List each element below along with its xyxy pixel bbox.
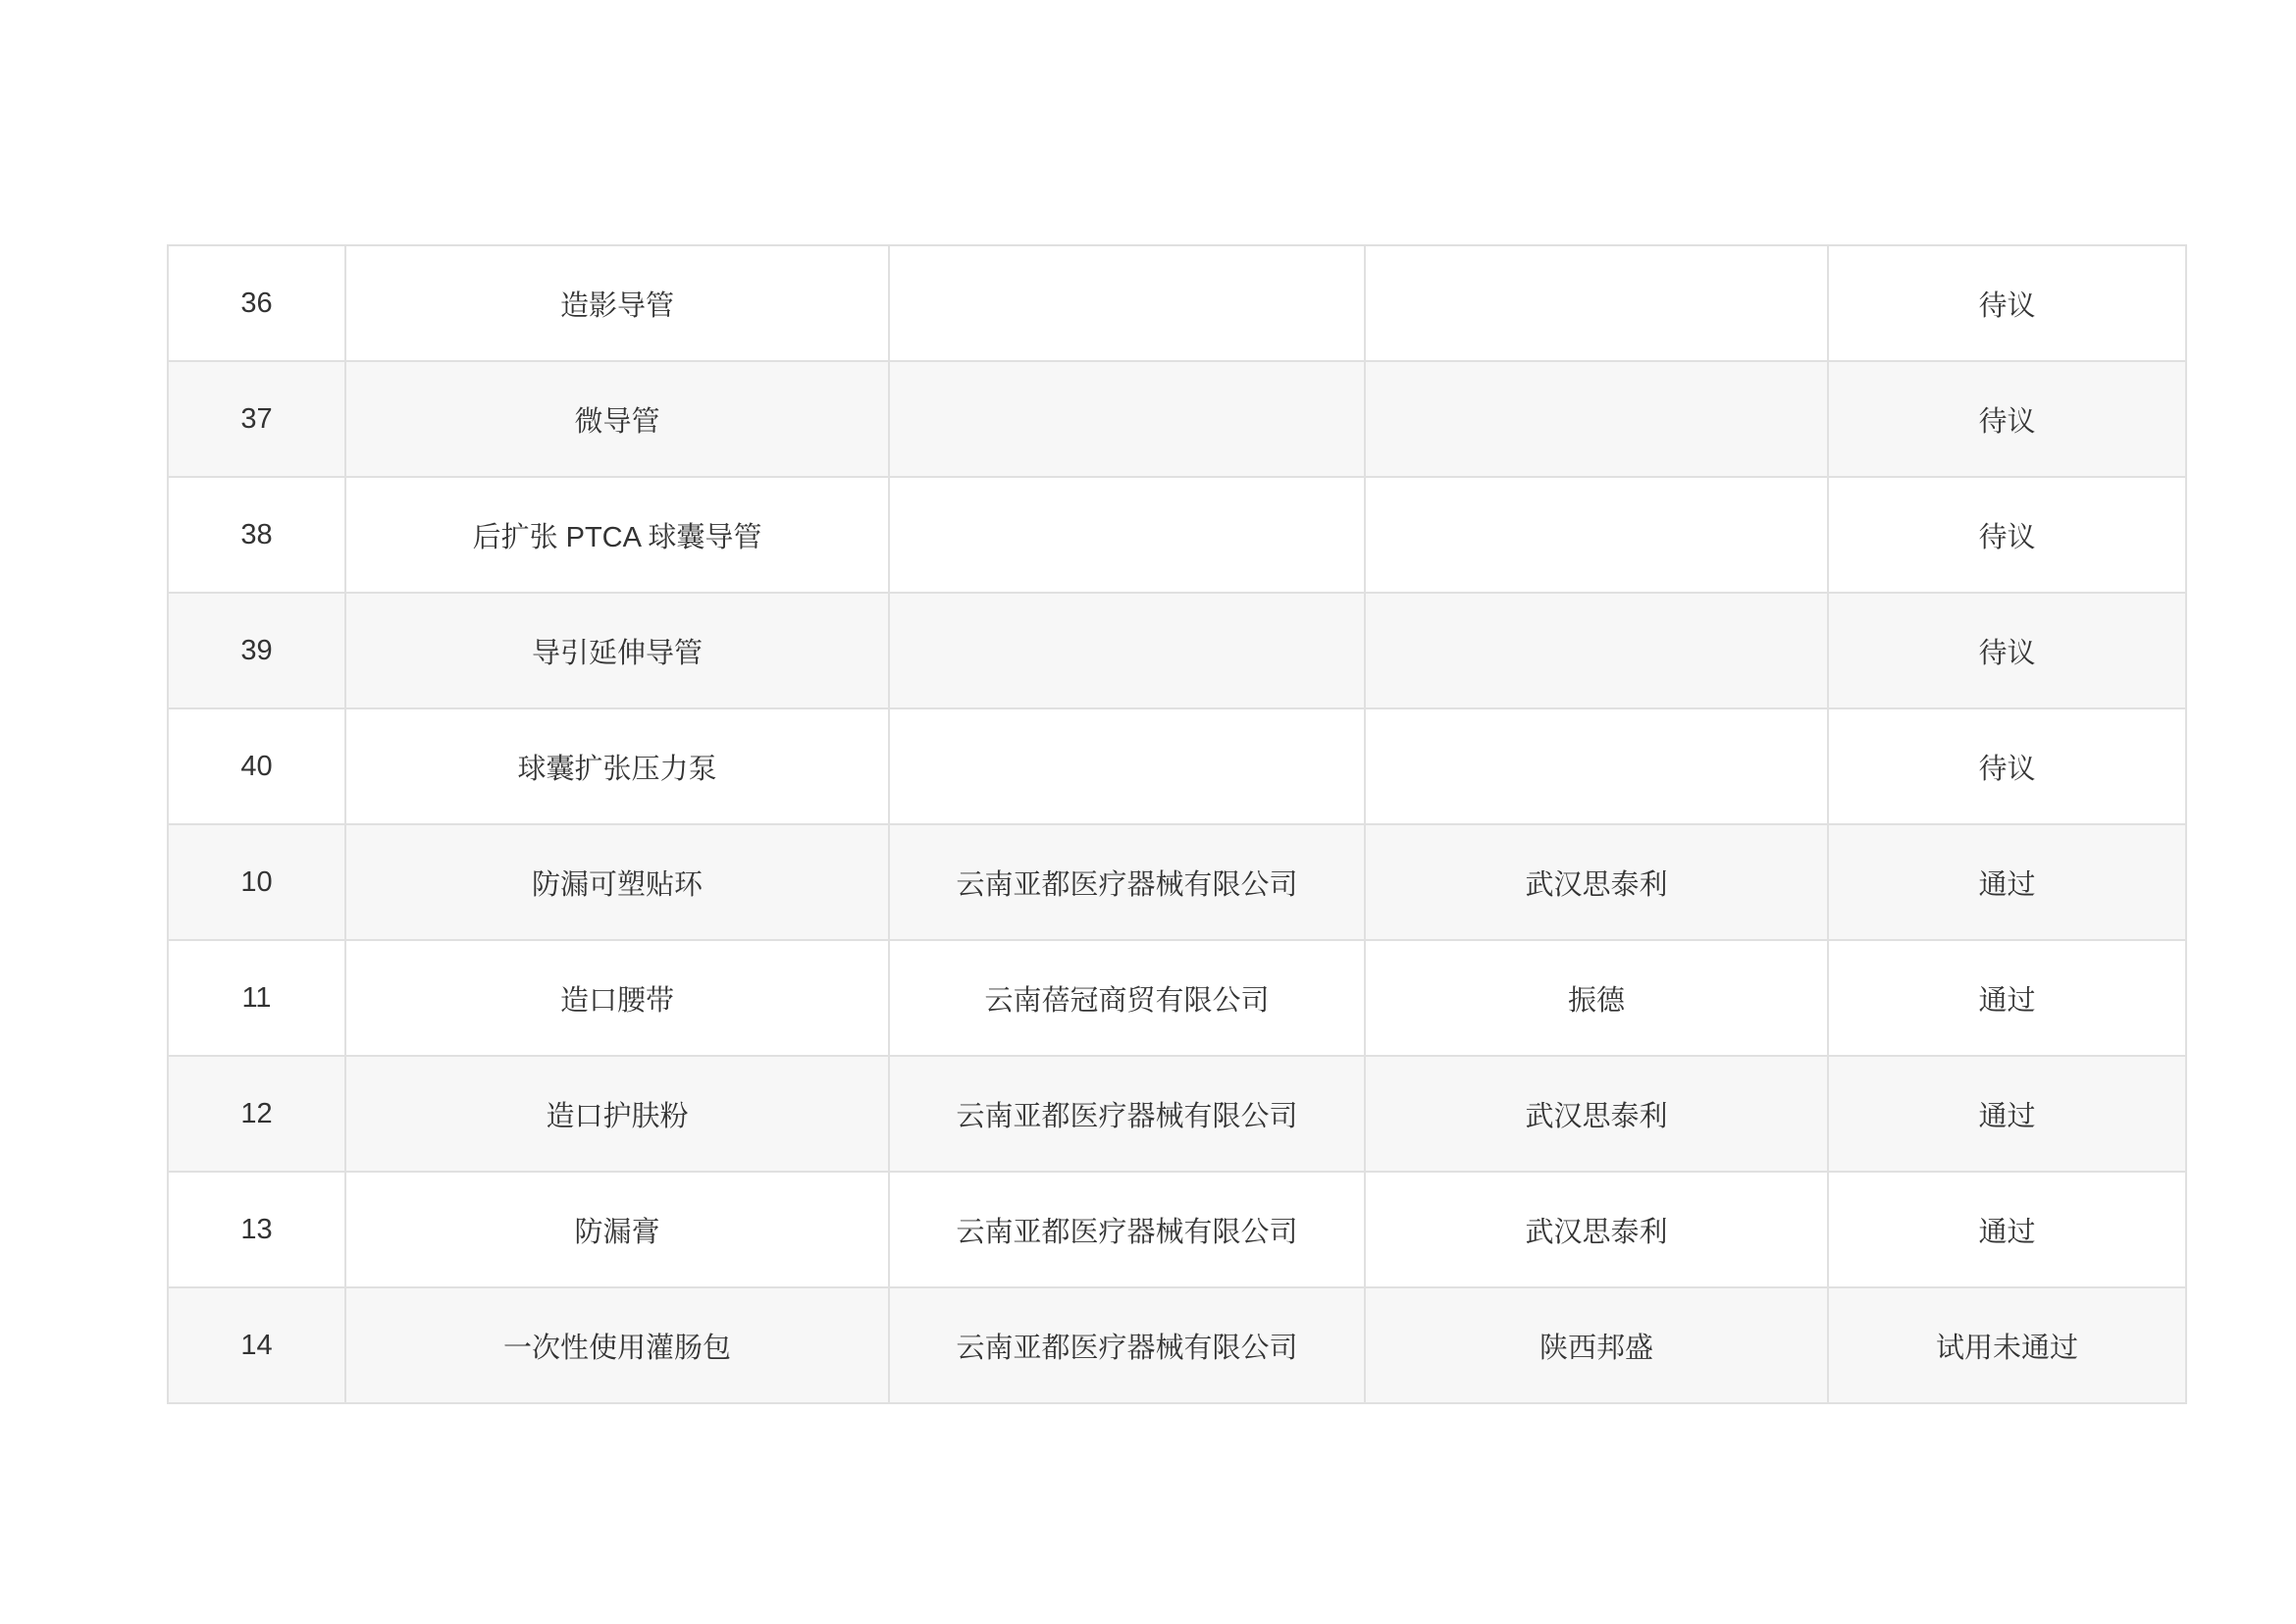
status-cell: 待议 — [1828, 593, 2186, 708]
company-cell: 云南蓓冠商贸有限公司 — [889, 940, 1365, 1056]
brand-cell: 武汉思泰利 — [1365, 824, 1828, 940]
company-cell — [889, 593, 1365, 708]
brand-cell: 武汉思泰利 — [1365, 1056, 1828, 1172]
row-number-cell: 11 — [168, 940, 345, 1056]
status-cell: 待议 — [1828, 361, 2186, 477]
brand-cell: 陕西邦盛 — [1365, 1287, 1828, 1403]
brand-cell — [1365, 245, 1828, 361]
row-number-cell: 40 — [168, 708, 345, 824]
brand-cell: 振德 — [1365, 940, 1828, 1056]
row-number-cell: 37 — [168, 361, 345, 477]
status-cell: 待议 — [1828, 245, 2186, 361]
item-name-cell: 造口腰带 — [345, 940, 889, 1056]
status-cell: 通过 — [1828, 824, 2186, 940]
item-name-cell: 造口护肤粉 — [345, 1056, 889, 1172]
table-row — [168, 1056, 2186, 1172]
brand-cell — [1365, 593, 1828, 708]
brand-cell — [1365, 361, 1828, 477]
status-cell: 通过 — [1828, 1172, 2186, 1287]
table-row — [168, 1172, 2186, 1287]
brand-cell: 武汉思泰利 — [1365, 1172, 1828, 1287]
item-name-cell: 球囊扩张压力泵 — [345, 708, 889, 824]
company-cell — [889, 245, 1365, 361]
row-number-cell: 10 — [168, 824, 345, 940]
company-cell — [889, 477, 1365, 593]
table-row — [168, 940, 2186, 1056]
company-cell: 云南亚都医疗器械有限公司 — [889, 1287, 1365, 1403]
status-cell: 待议 — [1828, 477, 2186, 593]
status-cell: 通过 — [1828, 940, 2186, 1056]
row-number-cell: 12 — [168, 1056, 345, 1172]
company-cell: 云南亚都医疗器械有限公司 — [889, 1056, 1365, 1172]
status-cell: 试用未通过 — [1828, 1287, 2186, 1403]
company-cell: 云南亚都医疗器械有限公司 — [889, 1172, 1365, 1287]
row-number-cell: 13 — [168, 1172, 345, 1287]
table-row — [168, 245, 2186, 361]
brand-cell — [1365, 477, 1828, 593]
item-name-cell: 后扩张 PTCA 球囊导管 — [345, 477, 889, 593]
row-number-cell: 36 — [168, 245, 345, 361]
item-name-cell: 防漏膏 — [345, 1172, 889, 1287]
table-row — [168, 361, 2186, 477]
row-number-cell: 14 — [168, 1287, 345, 1403]
item-name-cell: 导引延伸导管 — [345, 593, 889, 708]
status-cell: 待议 — [1828, 708, 2186, 824]
item-name-cell: 微导管 — [345, 361, 889, 477]
review-results-table — [167, 244, 2187, 1404]
company-cell — [889, 361, 1365, 477]
table-row — [168, 708, 2186, 824]
company-cell: 云南亚都医疗器械有限公司 — [889, 824, 1365, 940]
item-name-cell: 造影导管 — [345, 245, 889, 361]
item-name-cell: 一次性使用灌肠包 — [345, 1287, 889, 1403]
status-cell: 通过 — [1828, 1056, 2186, 1172]
table-row — [168, 824, 2186, 940]
table-row — [168, 1287, 2186, 1403]
brand-cell — [1365, 708, 1828, 824]
table-row — [168, 593, 2186, 708]
item-name-cell: 防漏可塑贴环 — [345, 824, 889, 940]
company-cell — [889, 708, 1365, 824]
table-row — [168, 477, 2186, 593]
row-number-cell: 39 — [168, 593, 345, 708]
row-number-cell: 38 — [168, 477, 345, 593]
